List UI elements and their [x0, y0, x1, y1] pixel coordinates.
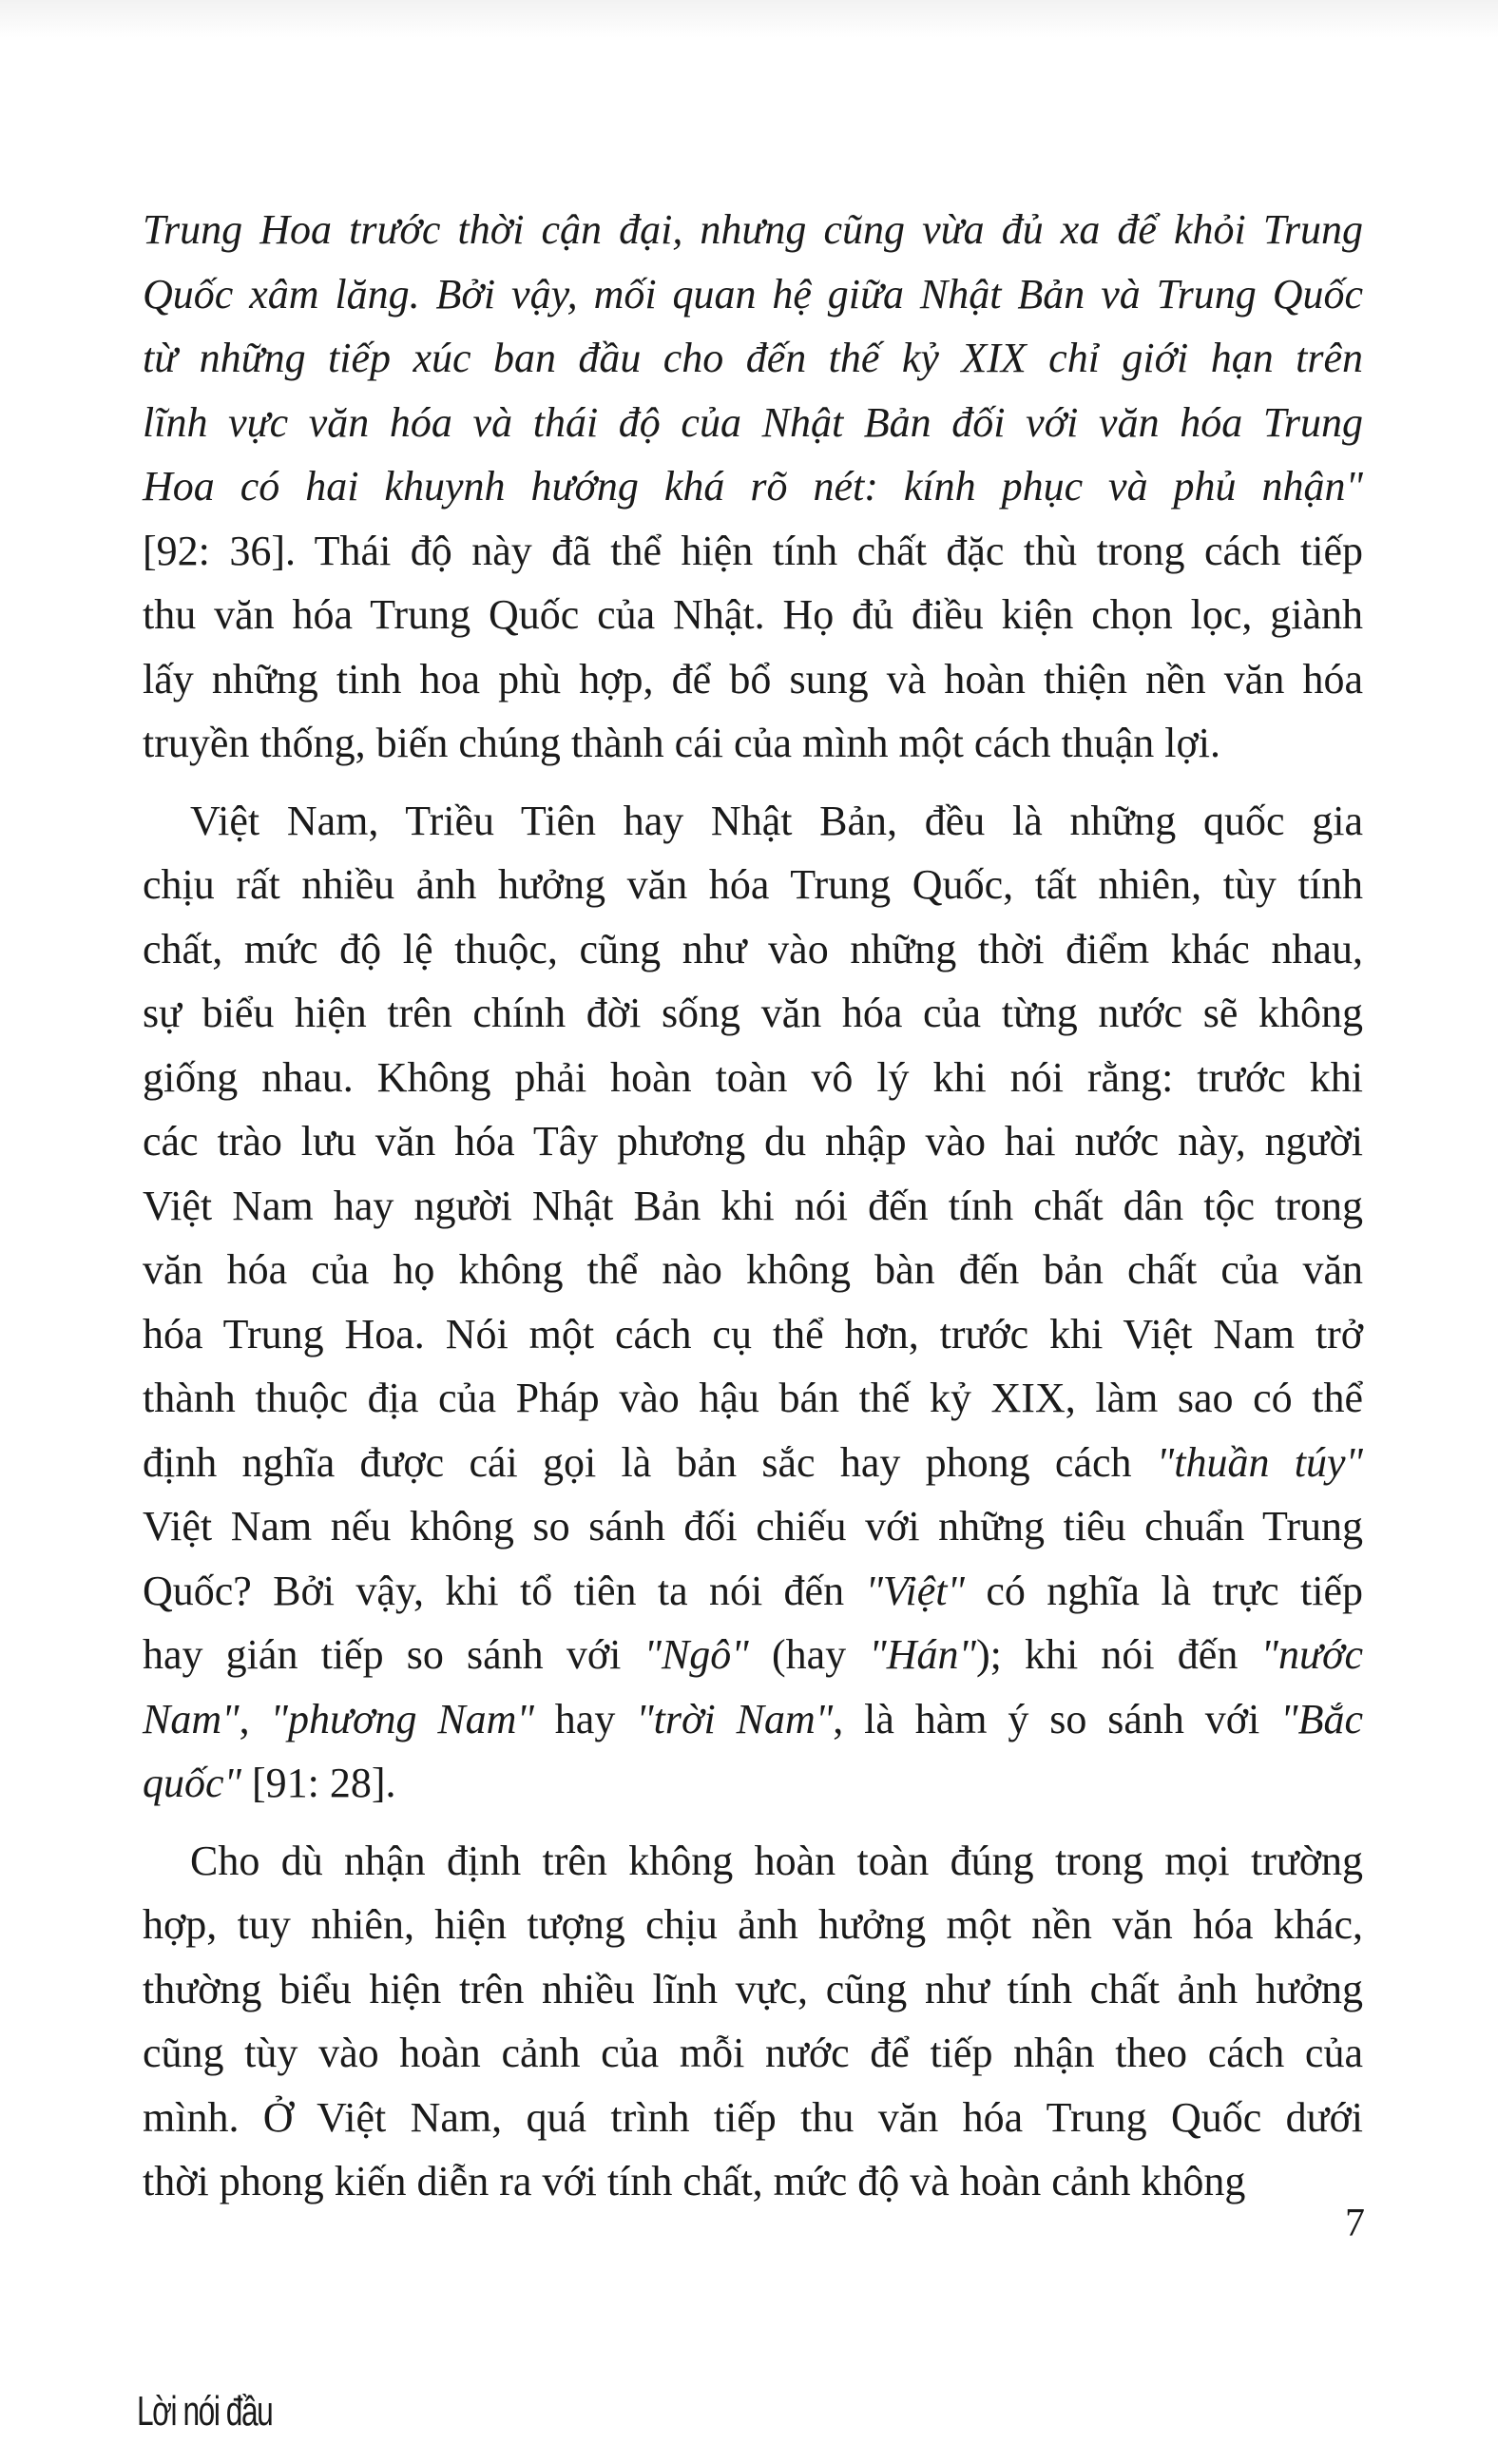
text-line — [143, 1494, 1363, 1559]
page-top-edge — [0, 0, 1498, 38]
text-segment: cũng tùy vào hoàn cảnh của mỗi nước để tiếp nhận theo cách của — [143, 2030, 1363, 2076]
italic-text-segment: lĩnh vực văn hóa và thái độ của Nhật Bản đối với văn hóa Trung — [143, 398, 1363, 446]
paragraph-gap — [143, 776, 1363, 789]
text-line — [143, 711, 1363, 776]
text-line — [143, 1957, 1363, 2022]
text-line — [143, 1751, 1363, 1816]
italic-text-segment: "phương Nam" — [270, 1695, 534, 1742]
text-segment: , là hàm ý so sánh với — [833, 1695, 1281, 1742]
text-line — [143, 454, 1363, 519]
text-segment: thường biểu hiện trên nhiều lĩnh vực, cũng như tính chất ảnh hưởng — [143, 1965, 1363, 2012]
text-segment: Cho dù nhận định trên không hoàn toàn đúng trong mọi trường — [190, 1837, 1363, 1884]
italic-text-segment: "nước — [1260, 1631, 1363, 1678]
text-segment: có nghĩa là trực tiếp — [964, 1567, 1364, 1614]
text-segment: truyền thống, biến chúng thành cái của mình một cách thuận lợi. — [143, 720, 1220, 766]
italic-text-segment: "Việt" — [865, 1567, 965, 1614]
text-segment: Việt Nam nếu không so sánh đối chiếu với những tiêu chuẩn Trung — [143, 1503, 1363, 1550]
text-segment: các trào lưu văn hóa Tây phương du nhập vào hai nước này, người — [143, 1118, 1363, 1165]
text-line — [143, 1559, 1363, 1624]
text-segment: [91: 28]. — [241, 1760, 396, 1806]
text-line — [143, 391, 1363, 455]
text-segment: (hay — [748, 1631, 870, 1678]
italic-text-segment: "Ngô" — [643, 1631, 749, 1678]
text-segment: hợp, tuy nhiên, hiện tượng chịu ảnh hưởng một nền văn hóa khác, — [143, 1901, 1363, 1948]
text-line — [143, 1431, 1363, 1495]
text-segment: hay gián tiếp so sánh với — [143, 1631, 644, 1678]
text-segment: thời phong kiến diễn ra với tính chất, mức độ và hoàn cảnh không — [143, 2158, 1246, 2204]
text-segment: sự biểu hiện trên chính đời sống văn hóa của từng nước sẽ không — [143, 990, 1363, 1036]
text-line — [143, 917, 1363, 982]
italic-text-segment: từ những tiếp xúc ban đầu cho đến thế kỷ XIX chỉ giới hạn trên — [143, 335, 1363, 381]
text-segment: Quốc? Bởi vậy, khi tổ tiên ta nói đến — [143, 1567, 866, 1614]
text-line — [143, 647, 1363, 712]
italic-text-segment: Quốc xâm lăng. Bởi vậy, mối quan hệ giữa Nhật Bản và Trung Quốc — [143, 270, 1363, 318]
italic-text-segment: "trời Nam" — [636, 1695, 834, 1742]
chapter-footer: Lời nói đầu — [137, 2388, 273, 2435]
text-line — [143, 1687, 1363, 1752]
text-segment: [92: 36]. Thái độ này đã thể hiện tính chất đặc thù trong cách tiếp — [143, 527, 1363, 574]
text-line — [143, 1046, 1363, 1110]
text-line — [143, 1174, 1363, 1239]
italic-text-segment: "thuần túy" — [1156, 1438, 1363, 1486]
text-segment: ); khi nói đến — [976, 1631, 1261, 1678]
italic-text-segment: Nam" — [143, 1695, 240, 1742]
text-segment: chịu rất nhiều ảnh hưởng văn hóa Trung Quốc, tất nhiên, tùy tính — [143, 861, 1363, 908]
paragraph — [143, 198, 1363, 776]
text-line — [143, 583, 1363, 647]
text-line — [143, 1302, 1363, 1367]
text-line — [143, 1238, 1363, 1302]
text-line — [143, 853, 1363, 917]
text-segment: mình. Ở Việt Nam, quá trình tiếp thu văn hóa Trung Quốc dưới — [143, 2093, 1363, 2141]
text-segment: văn hóa của họ không thể nào không bàn đến bản chất của văn — [143, 1246, 1363, 1293]
italic-text-segment: "Bắc — [1280, 1695, 1364, 1742]
italic-text-segment: Trung Hoa trước thời cận đại, nhưng cũng vừa đủ xa để khỏi Trung — [143, 206, 1363, 253]
paragraph — [143, 789, 1363, 1816]
text-line — [143, 1623, 1363, 1687]
text-segment: hay — [533, 1695, 637, 1742]
italic-text-segment: Hoa có hai khuynh hướng khá rõ nét: kính phục và phủ nhận" — [143, 463, 1363, 510]
text-line — [143, 1366, 1363, 1431]
text-line — [143, 262, 1363, 327]
text-segment: định nghĩa được cái gọi là bản sắc hay phong cách — [143, 1438, 1157, 1486]
italic-text-segment: "Hán" — [869, 1631, 977, 1678]
text-line — [143, 981, 1363, 1046]
text-segment: Việt Nam, Triều Tiên hay Nhật Bản, đều là những quốc gia — [190, 797, 1363, 844]
page-number: 7 — [1345, 2202, 1365, 2245]
body-text — [143, 198, 1363, 2214]
text-line — [143, 198, 1363, 262]
italic-text-segment: quốc" — [143, 1760, 242, 1806]
text-line — [143, 326, 1363, 391]
text-segment: Việt Nam hay người Nhật Bản khi nói đến tính chất dân tộc trong — [143, 1182, 1363, 1229]
paragraph-gap — [143, 1816, 1363, 1829]
text-line — [143, 519, 1363, 584]
text-segment: , — [239, 1695, 271, 1742]
text-line — [143, 2086, 1363, 2150]
text-segment: chất, mức độ lệ thuộc, cũng như vào những thời điểm khác nhau, — [143, 925, 1363, 972]
text-segment: thành thuộc địa của Pháp vào hậu bán thế kỷ XIX, làm sao có thể — [143, 1375, 1363, 1421]
text-line — [143, 789, 1363, 854]
text-line — [143, 1109, 1363, 1174]
text-segment: thu văn hóa Trung Quốc của Nhật. Họ đủ điều kiện chọn lọc, giành — [143, 591, 1363, 638]
text-line — [143, 1829, 1363, 1894]
text-line — [143, 2149, 1363, 2214]
text-line — [143, 1893, 1363, 1957]
paragraph — [143, 1829, 1363, 2214]
text-segment: giống nhau. Không phải hoàn toàn vô lý khi nói rằng: trước khi — [143, 1053, 1363, 1101]
text-segment: hóa Trung Hoa. Nói một cách cụ thể hơn, trước khi Việt Nam trở — [143, 1310, 1363, 1357]
text-line — [143, 2021, 1363, 2086]
text-segment: lấy những tinh hoa phù hợp, để bổ sung và hoàn thiện nền văn hóa — [143, 655, 1363, 703]
